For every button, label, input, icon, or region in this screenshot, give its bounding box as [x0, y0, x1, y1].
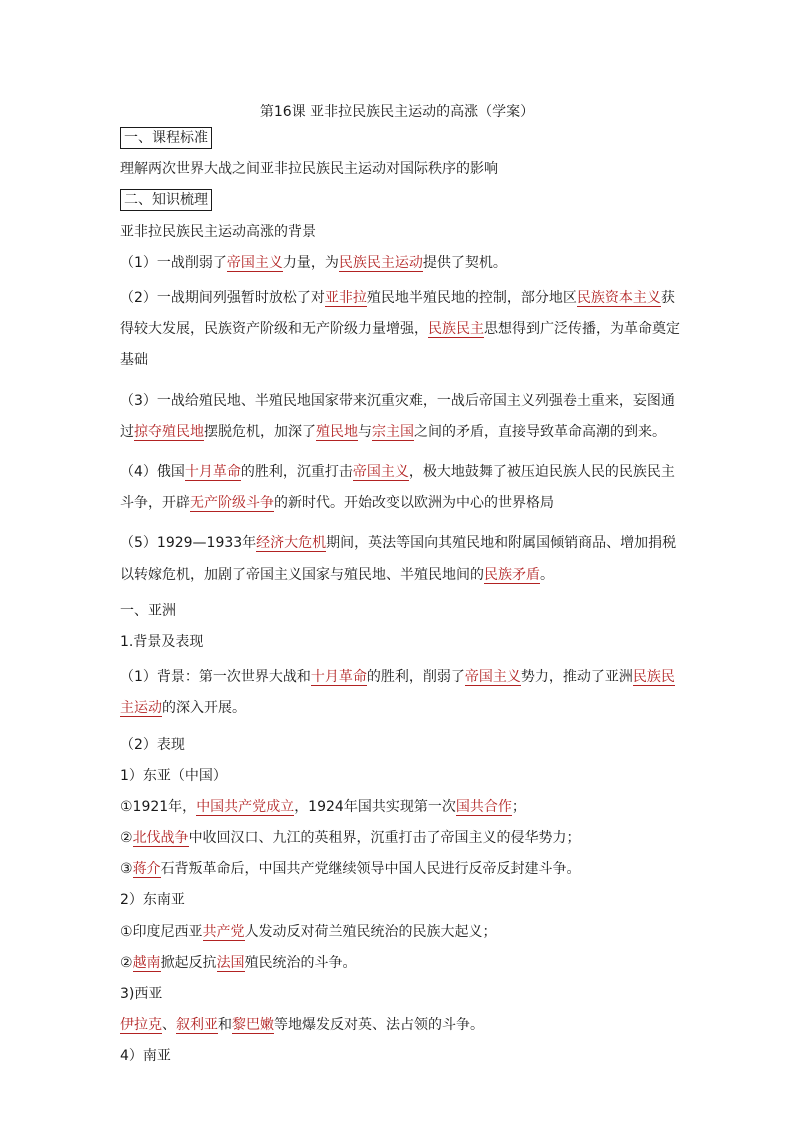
text-line [120, 252, 680, 274]
keyword-answer: 蒋介 [132, 861, 161, 878]
text-segment: （2）一战期间列强暂时放松了对 [120, 289, 325, 306]
keyword-answer: 宗主国 [372, 423, 414, 440]
text-segment: 、 [162, 1017, 176, 1034]
keyword-answer: 北伐战争 [132, 830, 189, 847]
text-line [120, 386, 680, 448]
text-segment: 人发动反对荷兰殖民统治的民族大起义； [244, 923, 497, 940]
text-segment: ，1924年国共实现第一次 [294, 798, 456, 815]
keyword-answer: 帝国主义 [226, 254, 283, 271]
text-segment: 掀起反抗 [160, 954, 217, 971]
text-segment: 提供了契机。 [422, 254, 507, 271]
text-segment: （1）背景：第一次世界大战和 [120, 669, 311, 686]
text-line [120, 631, 680, 653]
text-segment: 1.背景及表现 [120, 633, 204, 650]
text-segment: 一、课程标准 [124, 130, 208, 146]
text-segment: 思想得到广泛传播，为革命奠定基础 [120, 321, 680, 369]
text-line [120, 662, 680, 724]
text-line [120, 158, 680, 180]
keyword-answer: 共产党 [202, 923, 245, 940]
keyword-answer: 民族民主运动 [120, 669, 675, 717]
boxed-heading [120, 127, 212, 149]
keyword-answer: 中国共产党 [196, 798, 267, 815]
text-line [120, 765, 680, 787]
text-line [120, 889, 680, 911]
keyword-answer: 越南 [132, 954, 161, 971]
text-line [120, 528, 680, 590]
text-segment: 。 [540, 566, 554, 583]
keyword-answer: 黎巴嫩 [232, 1017, 274, 1034]
lesson-title: 第16课 亚非拉民族民主运动的高涨（学案） [259, 104, 535, 120]
keyword-answer: 国共合作 [455, 798, 512, 815]
boxed-heading [120, 189, 212, 211]
text-segment: ①印度尼西亚 [120, 923, 203, 940]
keyword-answer: 成立 [266, 798, 295, 815]
text-segment: 摆脱危机，加深了 [204, 423, 316, 440]
text-segment: （5）1929—1933年 [120, 535, 257, 552]
section-heading [120, 127, 680, 149]
text-segment: 理解两次世界大战之间亚非拉民族民主运动对国际秩序的影响 [120, 161, 498, 178]
text-segment: 之间的矛盾，直接导致革命高潮的到来。 [414, 423, 666, 440]
text-line [120, 1045, 680, 1067]
keyword-answer: 帝国主义 [352, 463, 409, 480]
keyword-answer: 叙利亚 [176, 1017, 218, 1034]
text-segment: 殖民地半殖民地的控制，部分地区 [366, 289, 577, 306]
keyword-answer: 亚非拉 [324, 289, 367, 306]
text-segment: 等地爆发反对英、法占领的斗争。 [274, 1017, 484, 1034]
text-segment: 4）南亚 [120, 1048, 171, 1065]
keyword-answer: 殖民地 [316, 423, 358, 440]
text-segment: 获得较大发展，民族资产阶级和无产阶级力量增强， [120, 289, 675, 338]
text-segment: （1）一战削弱了 [120, 254, 227, 271]
text-line [120, 921, 680, 943]
text-segment: 和 [218, 1017, 232, 1034]
text-segment: 的新时代。开始改变以欧洲为中心的世界格局 [274, 495, 554, 512]
keyword-answer: 帝国主义 [464, 669, 521, 686]
text-segment: ③ [120, 861, 133, 878]
text-segment: 3)西亚 [120, 986, 163, 1003]
section-heading [120, 189, 680, 211]
text-line [120, 457, 680, 519]
text-line [120, 983, 680, 1005]
keyword-answer: 伊拉克 [120, 1017, 162, 1034]
text-segment: 势力，推动了亚洲 [520, 669, 633, 686]
keyword-answer: 法国 [216, 954, 245, 971]
text-segment: 力量，为 [282, 254, 339, 271]
text-segment: ①1921年， [120, 798, 197, 815]
text-segment: （3）一战给殖民地、半殖民地国家带来沉重灾难，一战后帝国主义列强卷土重来，妄图通过 [120, 392, 675, 440]
text-segment: 的胜利，削弱了 [366, 669, 465, 686]
text-line [120, 796, 680, 818]
keyword-answer: 无产阶级斗争 [190, 495, 274, 512]
text-line [120, 221, 680, 243]
document-body [120, 127, 680, 1077]
text-line [120, 734, 680, 756]
keyword-answer: 十月革命 [310, 669, 367, 686]
text-segment: 的胜利，沉重打击 [240, 463, 353, 480]
text-segment: ，极大地鼓舞了被压迫民族人民的民族民主斗争，开辟 [120, 463, 675, 512]
text-segment: （2）表现 [120, 736, 185, 753]
text-segment: ； [511, 798, 526, 815]
text-segment: 中收回汉口、九江的英租界，沉重打击了帝国主义的侵华势力； [188, 830, 581, 847]
text-segment: ② [120, 954, 133, 971]
keyword-answer: 掠夺殖民地 [134, 423, 204, 440]
text-segment: 期间，英法等国向其殖民地和附属国倾销商品、增加捐税以转嫁危机，加剧了帝国主义国家与殖民地、半殖民地间的 [120, 535, 677, 583]
text-segment: 的深入开展。 [162, 700, 246, 717]
text-line [120, 1014, 680, 1036]
keyword-answer: 十月革命 [184, 463, 241, 480]
text-line [120, 952, 680, 974]
text-segment: 殖民统治的斗争。 [244, 954, 357, 971]
text-line [120, 827, 680, 849]
keyword-answer: 经济大危机 [256, 535, 327, 552]
text-line [120, 600, 680, 622]
keyword-answer: 民族矛盾 [484, 566, 540, 583]
text-line [120, 283, 680, 377]
text-segment: 亚非拉民族民主运动高涨的背景 [120, 223, 316, 240]
text-segment: （4）俄国 [120, 463, 185, 480]
text-segment: 二、知识梳理 [124, 192, 208, 209]
text-segment: 一、亚洲 [120, 602, 176, 619]
text-segment: 与 [358, 423, 372, 440]
text-line [120, 858, 680, 880]
text-segment: 2）东南亚 [120, 892, 185, 909]
keyword-answer: 民族民主 [428, 321, 484, 338]
text-segment: 石背叛革命后，中国共产党继续领导中国人民进行反帝反封建斗争。 [160, 861, 581, 878]
text-segment: 1）东亚（中国） [120, 767, 227, 784]
text-segment: ② [120, 830, 133, 847]
keyword-answer: 民族民主运动 [338, 254, 423, 271]
keyword-answer: 民族资本主义 [576, 289, 661, 306]
